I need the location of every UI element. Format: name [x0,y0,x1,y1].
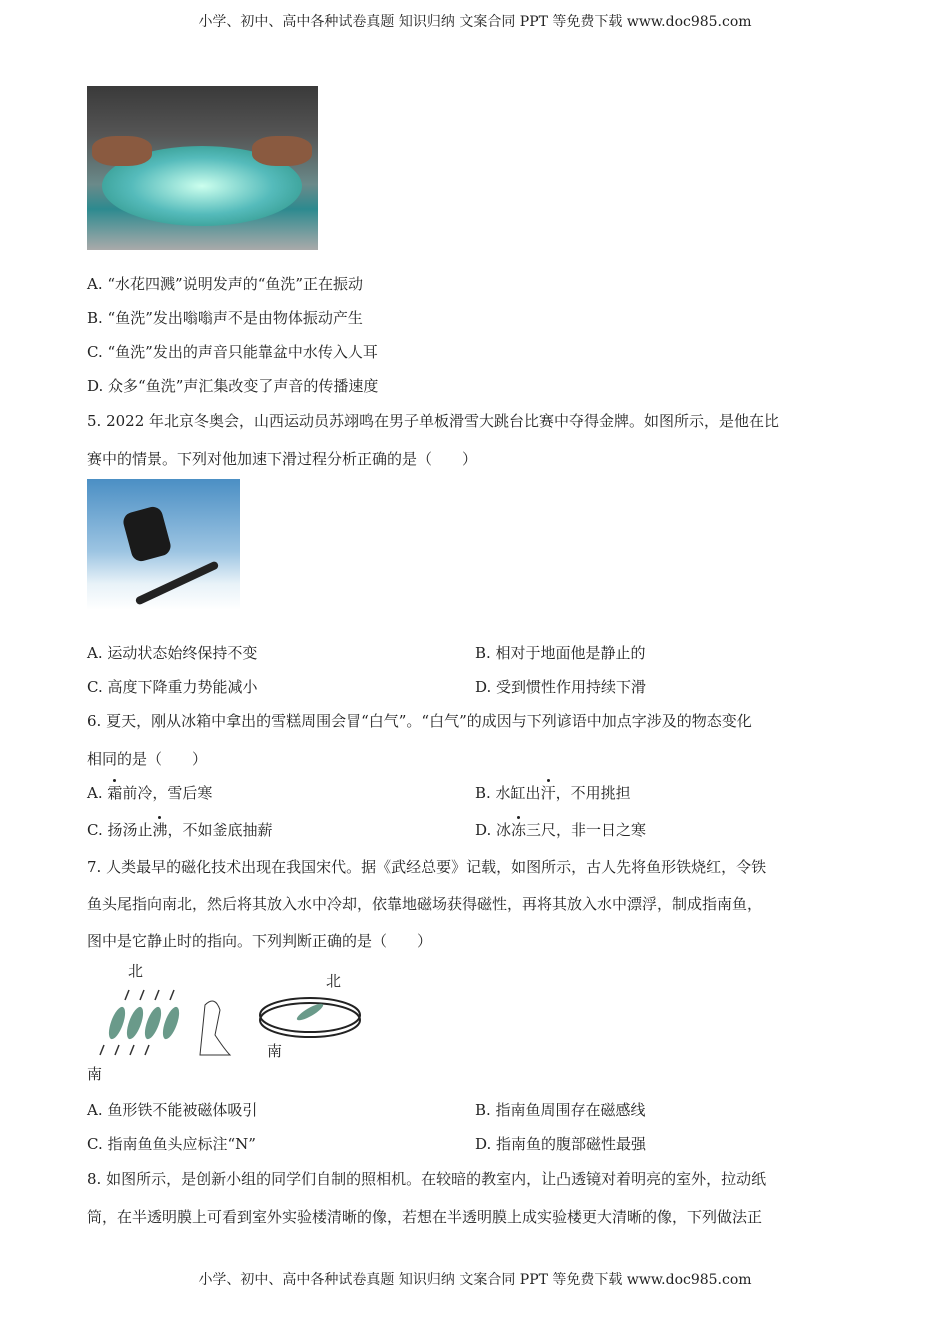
q5-stem-line: 赛中的情景。下列对他加速下滑过程分析正确的是（ ） [87,450,478,468]
figure-label-south: 南 [267,1042,283,1060]
fish-basin-photo [87,86,318,250]
figure-label-north: 北 [128,962,144,980]
q4-option-a: A. “水花四溅”说明发声的“鱼洗”正在振动 [87,275,364,293]
fish-compass-illustration [95,985,375,1060]
emphasized-char: 冻 [511,821,527,839]
q5-option-d: D. 受到惯性作用持续下滑 [475,678,647,696]
figure-label-north: 北 [326,972,342,990]
q6-option-a [87,783,212,803]
option-text: 三尺，非一日之寒 [526,821,647,839]
page-footer: 小学、初中、高中各种试卷真题 知识归纳 文案合同 PPT 等免费下载 www.doc985.com [198,1272,752,1288]
q6-option-c [87,820,273,840]
q5-option-c: C. 高度下降重力势能减小 [87,678,258,696]
q7-option-c: C. 指南鱼鱼头应标注“N” [87,1135,256,1153]
q7-option-a: A. 鱼形铁不能被磁体吸引 [87,1101,258,1119]
q7-stem-line: 图中是它静止时的指向。下列判断正确的是（ ） [87,932,433,950]
q6-option-d [475,820,646,840]
figure-label-south: 南 [87,1065,103,1083]
q7-option-b: B. 指南鱼周围存在磁感线 [475,1101,646,1119]
emphasized-char: 汗 [540,784,556,802]
snowboarder-photo [87,479,240,610]
q5-stem-line: 5. 2022 年北京冬奥会，山西运动员苏翊鸣在男子单板滑雪大跳台比赛中夺得金牌。如图所示，是他在比 [87,412,780,430]
option-text: ，不如釜底抽薪 [167,821,273,839]
q8-stem-line: 筒，在半透明膜上可看到室外实验楼清晰的像，若想在半透明膜上成实验楼更大清晰的像，下列做法正 [87,1208,763,1226]
option-text: D. 冰 [475,821,512,839]
emphasized-char: 沸 [152,821,168,839]
q5-option-a: A. 运动状态始终保持不变 [87,644,258,662]
option-text: B. 水缸出 [475,784,541,802]
q7-option-d: D. 指南鱼的腹部磁性最强 [475,1135,647,1153]
q8-stem-line: 8. 如图所示，是创新小组的同学们自制的照相机。在较暗的教室内，让凸透镜对着明亮的室外，拉动纸 [87,1170,767,1188]
q6-stem-line: 6. 夏天，刚从冰箱中拿出的雪糕周围会冒“白气”。“白气”的成因与下列谚语中加点字涉及的物态变化 [87,712,752,730]
option-text: ，不用挑担 [555,784,631,802]
q4-option-b: B. “鱼洗”发出嗡嗡声不是由物体振动产生 [87,309,363,327]
q4-option-d: D. 众多“鱼洗”声汇集改变了声音的传播速度 [87,377,379,395]
emphasized-char: 霜 [107,784,123,802]
option-text: A. [87,784,108,802]
q5-option-b: B. 相对于地面他是静止的 [475,644,646,662]
q6-stem-line: 相同的是（ ） [87,750,208,768]
q7-stem-line: 鱼头尾指向南北，然后将其放入水中冷却，依靠地磁场获得磁性，再将其放入水中漂浮，制成指南鱼， [87,895,763,913]
q6-option-b [475,783,631,803]
option-text: 前冷，雪后寒 [122,784,213,802]
page-header: 小学、初中、高中各种试卷真题 知识归纳 文案合同 PPT 等免费下载 www.doc985.com [198,14,752,30]
q4-option-c: C. “鱼洗”发出的声音只能靠盆中水传入人耳 [87,343,378,361]
option-text: C. 扬汤止 [87,821,153,839]
q7-stem-line: 7. 人类最早的磁化技术出现在我国宋代。据《武经总要》记载，如图所示，古人先将鱼形铁烧红，令铁 [87,858,767,876]
